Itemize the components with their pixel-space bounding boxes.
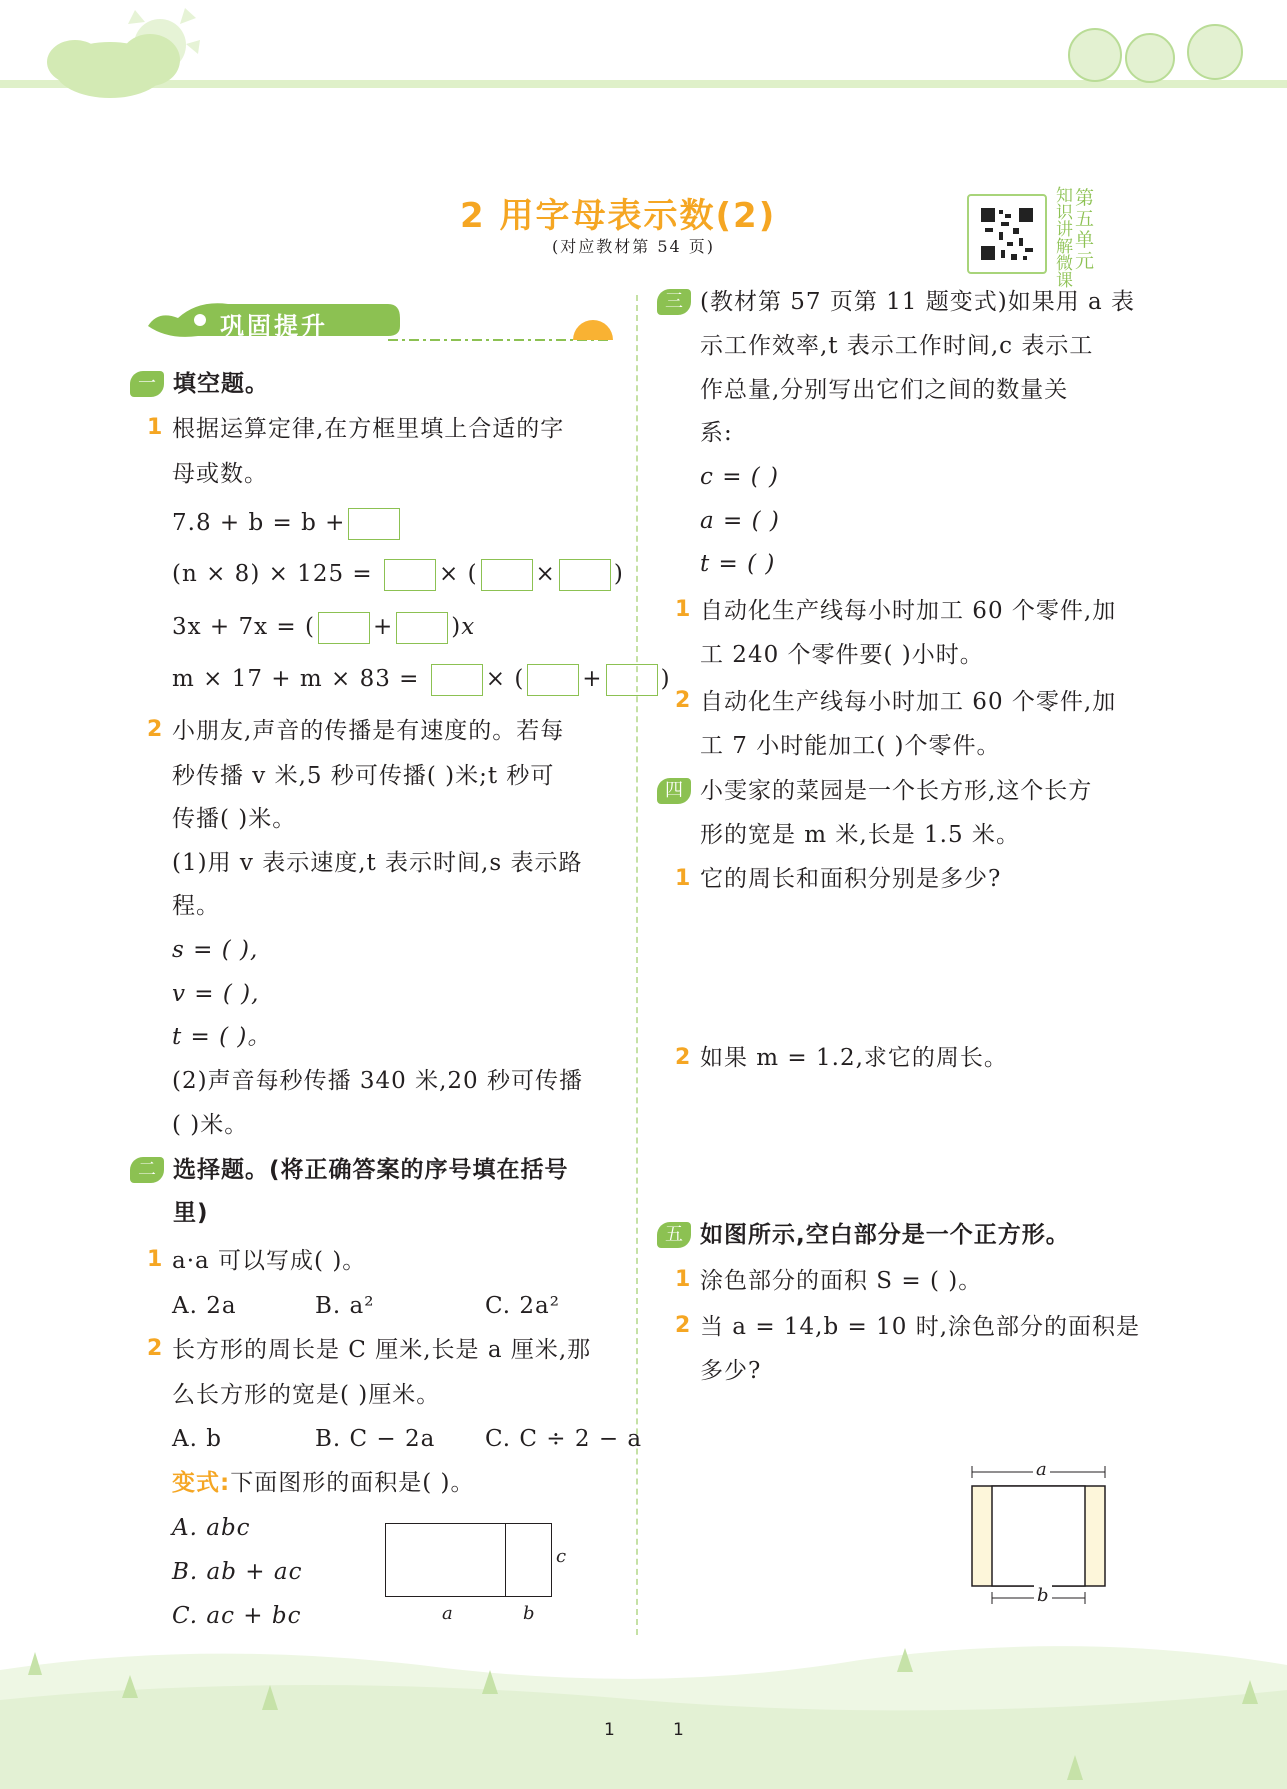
answer-line: c = ( ) xyxy=(700,464,780,490)
equation-text: 7.8 + b = b + xyxy=(172,510,346,536)
question-number: 1 xyxy=(675,866,691,891)
question-number: 1 xyxy=(147,415,163,440)
option: B. ab + ac xyxy=(172,1559,303,1585)
question-text: 作总量,分别写出它们之间的数量关 xyxy=(700,377,1069,403)
figure-label-c: c xyxy=(556,1546,567,1567)
option: C. C ÷ 2 − a xyxy=(485,1426,643,1452)
option: B. C − 2a xyxy=(315,1426,436,1452)
page-number-right: 1 xyxy=(673,1720,684,1740)
answer-line: s = ( ), xyxy=(172,937,259,963)
question-text: 工 7 小时能加工( )个零件。 xyxy=(700,733,1001,759)
section-1-title: 填空题。 xyxy=(173,371,269,397)
question-text: 当 a = 14,b = 10 时,涂色部分的面积是 xyxy=(700,1314,1140,1340)
question-text: 形的宽是 m 米,长是 1.5 米。 xyxy=(700,822,1020,848)
animal-faces-icon xyxy=(1069,25,1242,82)
question-text: 自动化生产线每小时加工 60 个零件,加 xyxy=(700,598,1117,624)
question-text: 长方形的周长是 C 厘米,长是 a 厘米,那 xyxy=(172,1337,592,1363)
question-text: 秒传播 v 米,5 秒可传播( )米;t 秒可 xyxy=(172,763,555,789)
answer-box[interactable] xyxy=(481,559,533,591)
answer-line: a = ( ) xyxy=(700,508,780,534)
question-number: 1 xyxy=(675,1267,691,1292)
question-text: (1)用 v 表示速度,t 表示时间,s 表示路 xyxy=(172,850,583,876)
question-number: 1 xyxy=(675,597,691,622)
footer-landscape xyxy=(0,1630,1287,1789)
section-tag-4: 四 xyxy=(657,778,691,804)
answer-box[interactable] xyxy=(527,664,579,696)
variant-label: 变式: xyxy=(172,1470,231,1496)
answer-box[interactable] xyxy=(318,612,370,644)
question-text: 程。 xyxy=(172,893,220,919)
question-number: 1 xyxy=(147,1247,163,1272)
equation-text: m × 17 + m × 83 = xyxy=(172,666,420,692)
section-tag-1: 一 xyxy=(130,371,164,397)
equation-row: 3x + 7x = ( + )x xyxy=(172,612,475,644)
header-decoration xyxy=(0,0,1287,110)
answer-box[interactable] xyxy=(606,664,658,696)
answer-box[interactable] xyxy=(559,559,611,591)
equation-row: m × 17 + m × 83 = × ( + ) xyxy=(172,664,671,696)
question-text: 工 240 个零件要( )小时。 xyxy=(700,642,984,668)
question-text: 系: xyxy=(700,420,733,446)
answer-box[interactable] xyxy=(384,559,436,591)
page-title: 2 用字母表示数(2) xyxy=(460,196,777,236)
section-banner-title: 巩固提升 xyxy=(220,312,328,340)
question-text: 多少? xyxy=(700,1358,762,1384)
variant-text: 下面图形的面积是( )。 xyxy=(230,1470,475,1496)
option: C. ac + bc xyxy=(172,1603,302,1629)
rectangle-divider xyxy=(505,1524,506,1596)
answer-box[interactable] xyxy=(396,612,448,644)
question-text: 它的周长和面积分别是多少? xyxy=(700,866,1002,892)
page-subtitle: (对应教材第 54 页) xyxy=(552,237,716,256)
option: B. a² xyxy=(315,1293,375,1319)
option: A. 2a xyxy=(172,1293,237,1319)
figure-label-a: a xyxy=(442,1603,453,1624)
question-text: 根据运算定律,在方框里填上合适的字 xyxy=(172,416,565,442)
option: C. 2a² xyxy=(485,1293,560,1319)
answer-line: t = ( )。 xyxy=(172,1024,272,1050)
question-number: 2 xyxy=(147,717,163,742)
question-text: 示工作效率,t 表示工作时间,c 表示工 xyxy=(700,333,1094,359)
answer-box[interactable] xyxy=(348,508,400,540)
answer-line: t = ( ) xyxy=(700,551,776,577)
qr-code-icon xyxy=(971,198,1043,270)
question-number: 2 xyxy=(675,1045,691,1070)
question-text: 传播( )米。 xyxy=(172,806,297,832)
variant-question xyxy=(172,1468,474,1498)
question-text: 小朋友,声音的传播是有速度的。若每 xyxy=(172,718,565,744)
equation-row: (n × 8) × 125 = × ( × ) xyxy=(172,559,624,591)
question-text: ( )米。 xyxy=(172,1112,249,1138)
equation-text: (n × 8) × 125 = xyxy=(172,561,373,587)
option: A. abc xyxy=(172,1515,251,1541)
question-number: 2 xyxy=(675,1313,691,1338)
question-text: 么长方形的宽是( )厘米。 xyxy=(172,1382,441,1408)
section-tag-5: 五 xyxy=(657,1222,691,1248)
banner-decoration xyxy=(138,290,618,350)
section-5-title: 如图所示,空白部分是一个正方形。 xyxy=(700,1222,1070,1248)
square-label-b: b xyxy=(1034,1585,1052,1606)
answer-box[interactable] xyxy=(431,664,483,696)
square-label-a: a xyxy=(1033,1459,1050,1480)
question-text: (教材第 57 页第 11 题变式)如果用 a 表 xyxy=(700,289,1136,315)
question-text: 自动化生产线每小时加工 60 个零件,加 xyxy=(700,689,1117,715)
section-tag-2: 二 xyxy=(130,1157,164,1183)
question-text: 涂色部分的面积 S = ( )。 xyxy=(700,1268,983,1294)
section-tag-3: 三 xyxy=(657,289,691,315)
equation-text: 3x + 7x = ( xyxy=(172,614,315,640)
question-number: 2 xyxy=(147,1336,163,1361)
question-number: 2 xyxy=(675,688,691,713)
unit-label: 第五单元 xyxy=(1075,187,1095,272)
answer-line: v = ( ), xyxy=(172,981,260,1007)
equation-row xyxy=(172,508,403,540)
section-2-title: 选择题。(将正确答案的序号填在括号 xyxy=(173,1157,569,1183)
question-text: 如果 m = 1.2,求它的周长。 xyxy=(700,1045,1008,1071)
rectangle-figure xyxy=(385,1523,552,1597)
micro-lesson-label: 知识讲解微课 xyxy=(1056,186,1073,291)
question-text: 小雯家的菜园是一个长方形,这个长方 xyxy=(700,778,1093,804)
question-text: a·a 可以写成( )。 xyxy=(172,1248,367,1274)
option: A. b xyxy=(172,1426,222,1452)
page-number-left: 1 xyxy=(604,1720,615,1740)
question-text: (2)声音每秒传播 340 米,20 秒可传播 xyxy=(172,1068,583,1094)
white-square xyxy=(992,1486,1085,1586)
cloud-icon xyxy=(47,34,180,98)
question-text: 母或数。 xyxy=(172,461,268,487)
qr-code[interactable] xyxy=(967,194,1047,274)
section-2-title: 里) xyxy=(173,1200,209,1226)
figure-label-b: b xyxy=(523,1603,535,1624)
